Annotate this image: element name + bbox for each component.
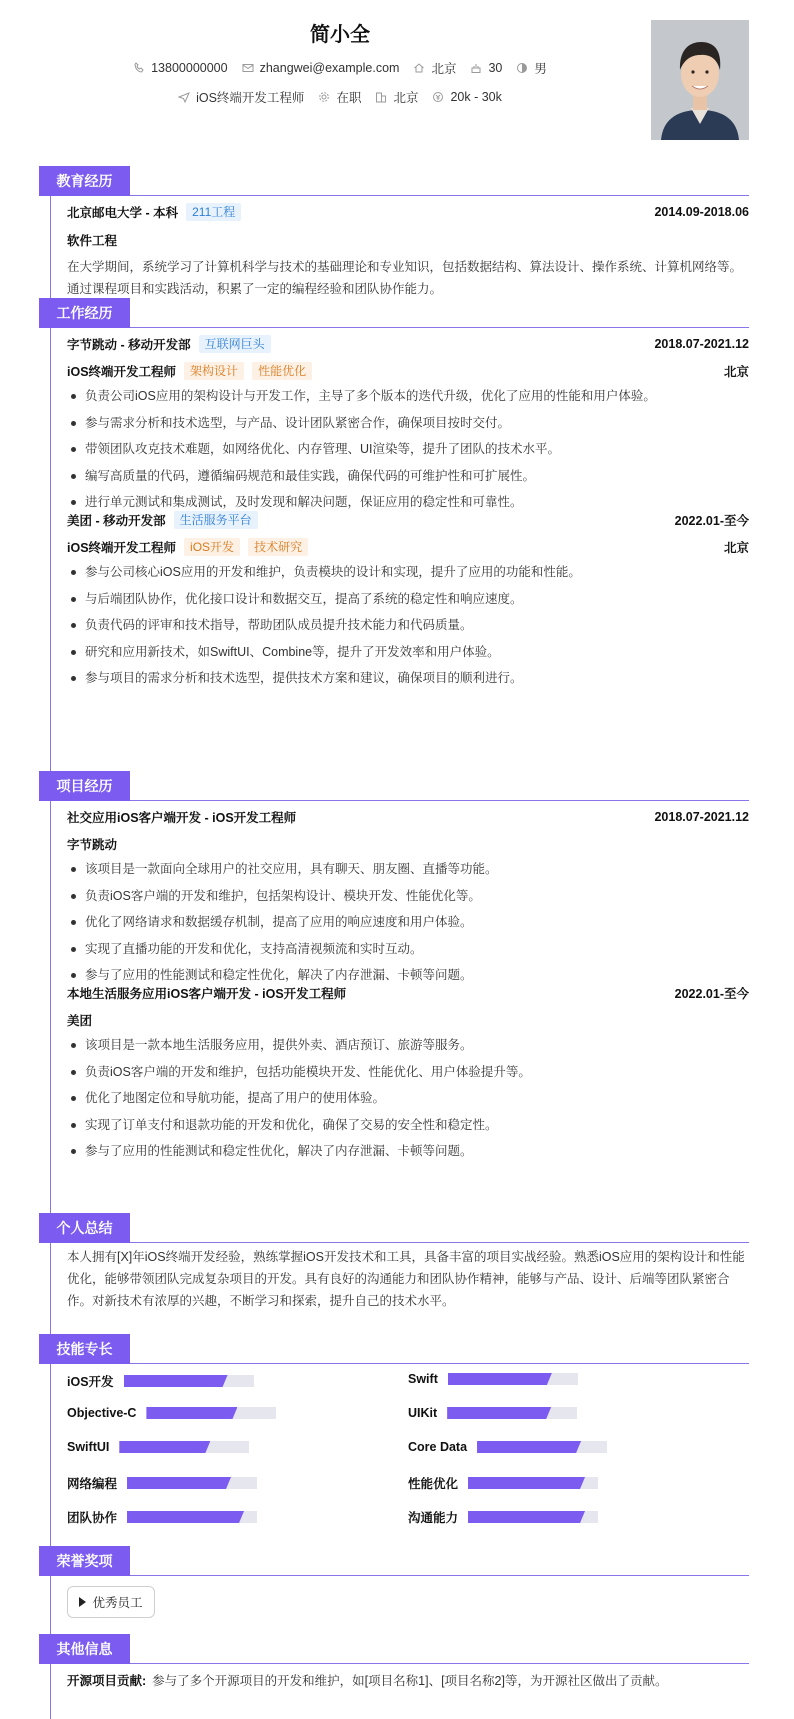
work-location: 北京: [723, 365, 749, 379]
project-bullets: [67, 859, 749, 992]
phone-text: 13800000000: [151, 61, 228, 75]
education-section: [0, 166, 794, 296]
skill-level-bar: [468, 1477, 598, 1489]
honors-header: [0, 1546, 794, 1576]
list-item: 编写高质量的代码，遵循编码规范和最佳实践，确保代码的可维护性和可扩展性。: [67, 466, 749, 493]
skill-level-fill: [477, 1441, 581, 1453]
work-title-row: [67, 362, 749, 380]
list-item: 参与项目的需求分析和技术选型，提供技术方案和建议，确保项目的顺利进行。: [67, 668, 749, 695]
money-icon: [432, 91, 444, 103]
summary-text: 本人拥有[X]年iOS终端开发经验，熟练掌握iOS开发技术和工具，具备丰富的项目实战经验。熟悉iOS应用的架构设计和性能优化，能够带领团队完成复杂项目的开发。具有良好的沟通能力和团队协作精神，能够与产品、设计、后端等团队紧密合作。对新技术有浓厚的兴趣，不断学习和探索，提升自己的技术水平。: [67, 1250, 745, 1308]
education-title: 教育经历: [39, 166, 130, 196]
contact-row: [0, 59, 680, 77]
company-name: 字节跳动 - 移动开发部: [67, 338, 191, 352]
age-text: 30: [488, 61, 503, 75]
skill-level-fill: [448, 1373, 552, 1385]
skill-tag: 性能优化: [252, 362, 312, 380]
skill-tag: 架构设计: [184, 362, 244, 380]
other-title: 其他信息: [39, 1634, 130, 1664]
major-row: [67, 231, 749, 249]
work-title: 工作经历: [39, 298, 130, 328]
skill-item: [408, 1474, 598, 1492]
list-item: 研究和应用新技术，如SwiftUI、Combine等，提升了开发效率和用户体验。: [67, 642, 749, 669]
job-title: iOS终端开发工程师: [67, 365, 177, 379]
work-bullets: [67, 386, 749, 519]
profile-photo: [651, 20, 749, 140]
list-item: 参与需求分析和技术选型，与产品、设计团队紧密合作，确保项目按时交付。: [67, 413, 749, 440]
list-item: 实现了订单支付和退款功能的开发和优化，确保了交易的安全性和稳定性。: [67, 1115, 749, 1142]
skill-level-bar: [146, 1407, 276, 1419]
skills-body: [67, 1364, 749, 1524]
honors-body: [67, 1576, 749, 1626]
honors-title: 荣誉奖项: [39, 1546, 130, 1576]
education-period: 2014.09-2018.06: [654, 205, 749, 219]
award-badge[interactable]: [67, 1586, 155, 1618]
project-company: 字节跳动: [67, 838, 118, 852]
company-tag: 互联网巨头: [199, 335, 271, 353]
skill-tag: 技术研究: [248, 538, 308, 556]
list-item: 进行单元测试和集成测试，及时发现和解决问题，保证应用的稳定性和可靠性。: [67, 492, 749, 519]
list-item: 带领团队攻克技术难题，如网络优化、内存管理、UI渲染等，提升了团队的技术水平。: [67, 439, 749, 466]
project-name: 社交应用iOS客户端开发 - iOS开发工程师: [67, 811, 297, 825]
cake-icon: [470, 62, 482, 74]
timeline-line: [50, 186, 51, 1719]
skill-level-bar: [468, 1511, 598, 1523]
list-item: 该项目是一款面向全球用户的社交应用，具有聊天、朋友圈、直播等功能。: [67, 859, 749, 886]
summary-title: 个人总结: [39, 1213, 130, 1243]
skill-level-bar: [448, 1373, 578, 1385]
skills-title: 技能专长: [39, 1334, 130, 1364]
skills-header: [0, 1334, 794, 1364]
job-target-item: [178, 88, 304, 106]
gender-item: [516, 59, 547, 77]
school-tag: 211工程: [186, 203, 241, 221]
skill-level-fill: [119, 1441, 210, 1453]
list-item: 负责代码的评审和技术指导，帮助团队成员提升技术能力和代码质量。: [67, 615, 749, 642]
list-item: 参与了应用的性能测试和稳定性优化，解决了内存泄漏、卡顿等问题。: [67, 965, 749, 992]
project-row: [67, 808, 749, 826]
skill-item: [67, 1440, 249, 1454]
mail-icon: [242, 62, 254, 74]
job-target-text: iOS终端开发工程师: [196, 91, 305, 105]
job-row: [0, 88, 680, 106]
status-text: 在职: [336, 91, 362, 105]
skill-level-bar: [477, 1441, 607, 1453]
summary-section: [0, 1213, 794, 1308]
work-header: [0, 298, 794, 328]
skill-tag: iOS开发: [184, 538, 240, 556]
other-body: [67, 1664, 749, 1704]
education-header: [0, 166, 794, 196]
education-desc: 在大学期间，系统学习了计算机科学与技术的基础理论和专业知识，包括数据结构、算法设计、操作系统、计算机网络等。通过课程项目和实践活动，积累了一定的编程经验和团队协作能力。: [67, 260, 743, 296]
skill-item: [67, 1406, 276, 1420]
list-item: 优化了地图定位和导航功能，提高了用户的使用体验。: [67, 1088, 749, 1115]
skill-level-fill: [468, 1477, 585, 1489]
list-item: 实现了直播功能的开发和优化，支持高清视频流和实时互动。: [67, 939, 749, 966]
skill-name: 性能优化: [408, 1477, 459, 1491]
resume-header: [0, 0, 794, 160]
skill-name: SwiftUI: [67, 1440, 110, 1454]
project-period: 2018.07-2021.12: [654, 810, 749, 824]
summary-body: [67, 1243, 749, 1323]
salary-item: [432, 90, 501, 104]
skill-level-fill: [124, 1375, 228, 1387]
project-bullets: [67, 1035, 749, 1168]
skill-name: Core Data: [408, 1440, 468, 1454]
skill-level-bar: [124, 1375, 254, 1387]
work-title-row: [67, 538, 749, 556]
home-icon: [413, 62, 425, 74]
list-item: 负责iOS客户端的开发和维护，包括功能模块开发、性能优化、用户体验提升等。: [67, 1062, 749, 1089]
skill-level-fill: [146, 1407, 237, 1419]
building-icon: [375, 91, 387, 103]
city-item: [375, 88, 418, 106]
list-item: 负责公司iOS应用的架构设计与开发工作，主导了多个版本的迭代升级，优化了应用的性能和用户体验。: [67, 386, 749, 413]
age-item: [470, 61, 502, 75]
skill-item: [408, 1508, 598, 1526]
skill-name: 团队协作: [67, 1511, 118, 1525]
list-item: 该项目是一款本地生活服务应用，提供外卖、酒店预订、旅游等服务。: [67, 1035, 749, 1062]
skill-item: [67, 1508, 257, 1526]
major-name: 软件工程: [67, 234, 118, 248]
award-label: 优秀员工: [92, 1596, 143, 1610]
skills-section: [0, 1334, 794, 1525]
company-name: 美团 - 移动开发部: [67, 514, 166, 528]
list-item: 与后端团队协作，优化接口设计和数据交互，提高了系统的稳定性和响应速度。: [67, 589, 749, 616]
skill-item: [67, 1372, 254, 1390]
list-item: 负责iOS客户端的开发和维护，包括架构设计、模块开发、性能优化等。: [67, 886, 749, 913]
city-text: 北京: [393, 91, 419, 105]
email-text: zhangwei@example.com: [259, 61, 400, 75]
skill-item: [408, 1406, 577, 1420]
honors-section: [0, 1546, 794, 1610]
gender-text: 男: [534, 62, 547, 76]
education-row: [67, 203, 749, 221]
company-tag: 生活服务平台: [174, 511, 258, 529]
projects-section: [0, 771, 794, 1158]
location-item: [413, 59, 456, 77]
skill-name: Objective-C: [67, 1406, 137, 1420]
skill-level-bar: [127, 1511, 257, 1523]
list-item: 优化了网络请求和数据缓存机制，提高了应用的响应速度和用户体验。: [67, 912, 749, 939]
education-body: [67, 196, 749, 296]
work-body: [67, 328, 749, 708]
school-name: 北京邮电大学 - 本科: [67, 206, 179, 220]
phone-icon: [133, 62, 145, 74]
project-company: 美团: [67, 1014, 93, 1028]
skill-name: UIKit: [408, 1406, 438, 1420]
gear-icon: [318, 91, 330, 103]
phone-item: [133, 61, 227, 75]
summary-header: [0, 1213, 794, 1243]
skill-item: [408, 1440, 607, 1454]
projects-title: 项目经历: [39, 771, 130, 801]
list-item: 参与了应用的性能测试和稳定性优化，解决了内存泄漏、卡顿等问题。: [67, 1141, 749, 1168]
gender-icon: [516, 62, 528, 74]
send-icon: [178, 91, 190, 103]
other-section: [0, 1634, 794, 1688]
skill-level-fill: [127, 1477, 231, 1489]
project-company-row: [67, 1011, 749, 1029]
project-name: 本地生活服务应用iOS客户端开发 - iOS开发工程师: [67, 987, 347, 1001]
skill-level-fill: [468, 1511, 585, 1523]
skill-level-bar: [127, 1477, 257, 1489]
play-icon: [79, 1597, 86, 1607]
location-text: 北京: [431, 62, 457, 76]
work-period: 2022.01-至今: [674, 514, 749, 528]
work-bullets: [67, 562, 749, 695]
other-label: 开源项目贡献:: [67, 1674, 147, 1688]
skill-level-bar: [119, 1441, 249, 1453]
list-item: 参与公司核心iOS应用的开发和维护，负责模块的设计和实现，提升了应用的功能和性能。: [67, 562, 749, 589]
skill-level-fill: [447, 1407, 551, 1419]
project-row: [67, 984, 749, 1002]
skill-name: 网络编程: [67, 1477, 118, 1491]
work-company-row: [67, 511, 749, 529]
projects-body: [67, 801, 749, 1201]
skill-name: 沟通能力: [408, 1511, 459, 1525]
projects-header: [0, 771, 794, 801]
other-text: 参与了多个开源项目的开发和维护，如[项目名称1]、[项目名称2]等，为开源社区做出了贡献。: [152, 1674, 668, 1688]
work-section: [0, 298, 794, 685]
skill-level-bar: [447, 1407, 577, 1419]
skill-level-fill: [127, 1511, 244, 1523]
other-header: [0, 1634, 794, 1664]
work-period: 2018.07-2021.12: [654, 337, 749, 351]
project-company-row: [67, 835, 749, 853]
skill-name: iOS开发: [67, 1375, 114, 1389]
skill-item: [408, 1372, 578, 1386]
skill-name: Swift: [408, 1372, 438, 1386]
salary-text: 20k - 30k: [450, 90, 502, 104]
work-location: 北京: [723, 541, 749, 555]
job-title: iOS终端开发工程师: [67, 541, 177, 555]
work-company-row: [67, 335, 749, 353]
status-item: [318, 88, 361, 106]
skill-item: [67, 1474, 257, 1492]
project-period: 2022.01-至今: [674, 987, 749, 1001]
email-item: [242, 61, 400, 75]
other-row: [67, 1671, 749, 1689]
candidate-name: 简小全: [310, 24, 370, 46]
